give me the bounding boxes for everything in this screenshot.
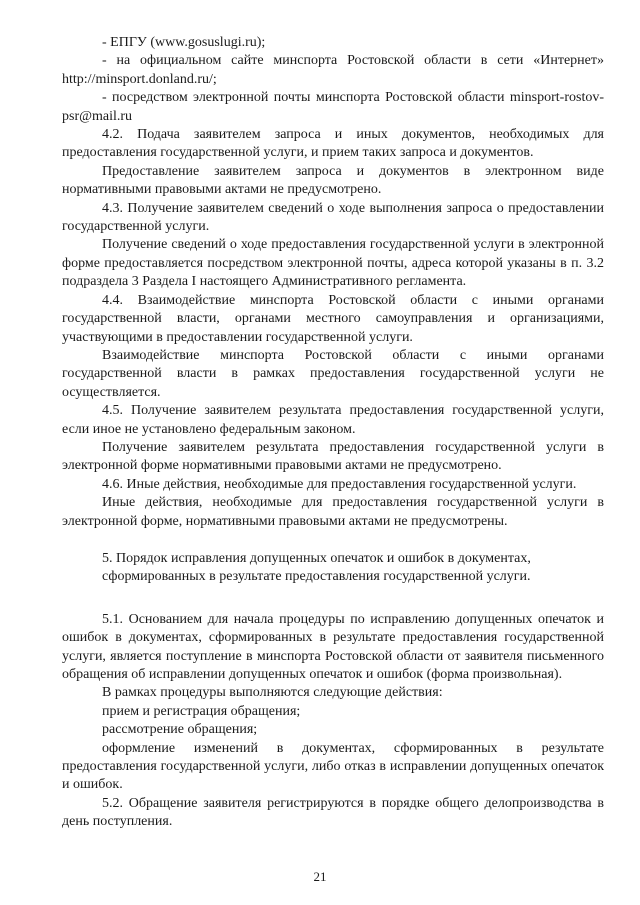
spacer: [62, 587, 604, 611]
spacer: [62, 531, 604, 550]
paragraph-4-2-text: Предоставление заявителем запроса и документов в электронном виде нормативными правовыми актами не предусмотрено.: [62, 163, 604, 198]
paragraph-procedure-actions: В рамках процедуры выполняются следующие действия:: [102, 685, 443, 701]
paragraph-5-1: 5.1. Основанием для начала процедуры по исправлению допущенных опечаток и ошибок в документах, сформированных в результате предоставления государственной услуги, является поступление в минспорта Ростовской области от заявителя письменного обращения об исправлении допущенных опечаток и ошибок (форма произвольная).: [62, 611, 604, 682]
paragraph-email: - посредством электронной почты минспорта Ростовской области minsport-rostov-psr@mail.ru: [62, 90, 604, 124]
paragraph-4-3: 4.3. Получение заявителем сведений о ходе выполнения запроса о предоставлении государственной услуги.: [62, 200, 604, 235]
paragraph-epgu: - ЕПГУ (www.gosuslugi.ru);: [102, 35, 266, 50]
paragraph-4-6-text: Иные действия, необходимые для предоставления государственной услуги в электронной форме, нормативными правовыми актами не предусмотрены.: [62, 495, 604, 529]
paragraph-action-correct: оформление изменений в документах, сформированных в результате предоставления государственной услуги, либо отказ в исправлении допущенных опечаток и ошибок.: [62, 740, 604, 793]
page-number: 21: [313, 869, 327, 884]
paragraph-4-2: 4.2. Подача заявителем запроса и иных документов, необходимых для предоставления государственной услуги, и прием таких запроса и документов.: [62, 127, 604, 161]
paragraph-4-5: 4.5. Получение заявителем результата предоставления государственной услуги, если иное не установлено федеральным законом.: [62, 403, 604, 437]
paragraph-4-5-text: Получение заявителем результата предоставления государственной услуги в электронной форме нормативными правовыми актами не предусмотрено.: [62, 439, 604, 474]
section-5-heading-line2: сформированных в результате предоставления государственной услуги.: [102, 569, 531, 585]
paragraph-4-4-text: Взаимодействие минспорта Ростовской области с иными органами государственной власти в рамках предоставления государственной услуги не осуществляется.: [62, 347, 604, 400]
paragraph-4-6: 4.6. Иные действия, необходимые для предоставления государственной услуги.: [102, 476, 577, 492]
paragraph-action-receive: прием и регистрация обращения;: [102, 703, 301, 719]
paragraph-4-3-text: Получение сведений о ходе предоставления государственной услуги в электронной форме предоставляется посредством электронной почты, адреса которой указаны в п. 3.2 подраздела 3 Раздела I настоящего Административного регламента.: [62, 237, 604, 290]
paragraph-5-2: 5.2. Обращение заявителя регистрируются в порядке общего делопроизводства в день поступления.: [62, 795, 604, 830]
section-5-heading-line1: 5. Порядок исправления допущенных опечаток и ошибок в документах,: [102, 550, 531, 566]
paragraph-4-4: 4.4. Взаимодействие минспорта Ростовской области с иными органами государственной власти, органами местного самоуправления и организациями, участвующими в предоставлении государственной услуги.: [62, 292, 604, 345]
paragraph-official-site: - на официальном сайте минспорта Ростовской области в сети «Интернет» http://minsport.donland.ru/;: [62, 53, 604, 87]
paragraph-action-review: рассмотрение обращения;: [102, 722, 258, 738]
